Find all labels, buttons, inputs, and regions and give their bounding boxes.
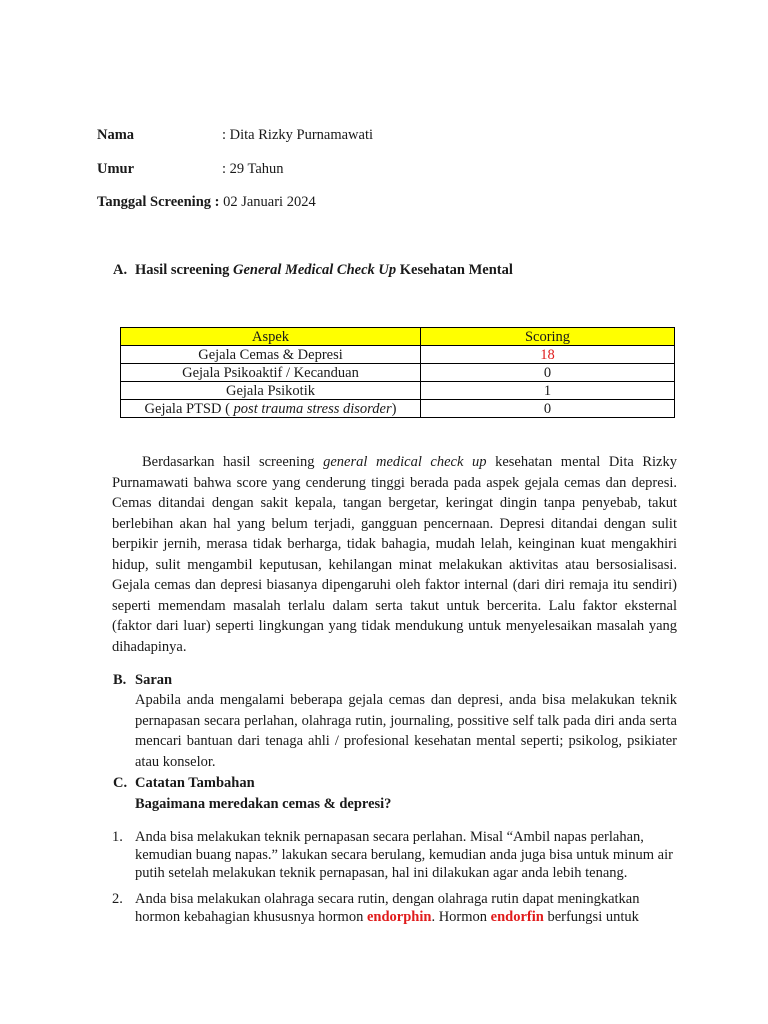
aspect-cell: Gejala PTSD ( post trauma stress disorder) bbox=[121, 400, 421, 418]
list-number: 2. bbox=[112, 891, 123, 907]
list-text: Anda bisa melakukan olahraga secara rutin, dengan olahraga rutin dapat meningkatkan hormon kebahagian khususnya hormon endorphin. Hormon endorfin berfungsi untuk bbox=[135, 891, 640, 925]
score-cell: 0 bbox=[421, 364, 675, 382]
info-name-row bbox=[97, 126, 134, 144]
endorfin-highlight: endorfin bbox=[490, 909, 544, 925]
date-label: Tanggal Screening : bbox=[97, 194, 220, 210]
header-scoring: Scoring bbox=[421, 328, 675, 346]
score-table bbox=[120, 327, 675, 418]
table-row bbox=[121, 400, 675, 418]
section-a-letter: A. bbox=[113, 262, 128, 278]
date-value: 02 Januari 2024 bbox=[223, 194, 316, 210]
list-number: 1. bbox=[112, 829, 123, 845]
aspect-cell: Gejala Psikoaktif / Kecanduan bbox=[121, 364, 421, 382]
table-header-row bbox=[121, 328, 675, 346]
analysis-paragraph: Berdasarkan hasil screening general medical check up kesehatan mental Dita Rizky Purnamawati bahwa score yang cenderung tinggi berada pada aspek gejala cemas dan depresi. Cemas ditandai dengan sakit kepala, tangan bergetar, keringat dingin tanpa penyebab, takut berlebihan akan hal yang belum terjadi, gangguan pencernaan. Depresi ditandai dengan sulit berpikir jernih, merasa tidak berharga, tidak bahagia, mudah lelah, keinginan kuat mengakhiri hidup, sulit mengambil keputusan, kehilangan minat melakukan aktivitas atau bersosialisasi. Gejala cemas dan depresi biasanya dipengaruhi oleh faktor internal (dari diri remaja itu sendiri) seperti memendam masalah terlalu dalam serta takut untuk bercerita. Lalu faktor eksternal (faktor dari luar) seperti lingkungan yang tidak mendukung untuk menyelesaikan masalah yang dihadapinya. bbox=[112, 454, 677, 655]
section-b-letter: B. bbox=[113, 672, 127, 688]
score-cell: 1 bbox=[421, 382, 675, 400]
score-cell: 18 bbox=[421, 346, 675, 364]
age-label: Umur bbox=[97, 161, 135, 177]
section-c-letter: C. bbox=[113, 775, 128, 791]
section-a-title: Hasil screening General Medical Check Up Kesehatan Mental bbox=[135, 262, 513, 278]
saran-paragraph: Apabila anda mengalami beberapa gejala cemas dan depresi, anda bisa melakukan teknik pernapasan secara perlahan, olahraga rutin, journaling, possitive self talk pada diri anda serta mencari bantuan dari tenaga ahli / profesional kesehatan mental seperti; psikolog, psikiater atau konselor. bbox=[135, 692, 677, 770]
endorphin-highlight: endorphin bbox=[366, 909, 432, 925]
aspect-cell: Gejala Psikotik bbox=[121, 382, 421, 400]
aspect-cell: Gejala Cemas & Depresi bbox=[121, 346, 421, 364]
info-age-row bbox=[97, 160, 134, 178]
table-row bbox=[121, 382, 675, 400]
name-label: Nama bbox=[97, 127, 135, 143]
section-c-subtitle: Bagaimana meredakan cemas & depresi? bbox=[135, 796, 392, 812]
info-date-row bbox=[97, 193, 316, 211]
table-row bbox=[121, 364, 675, 382]
table-row bbox=[121, 346, 675, 364]
list-text: Anda bisa melakukan teknik pernapasan secara perlahan. Misal “Ambil napas perlahan, kemudian buang napas.” lakukan secara berulang, kemudian anda juga bisa untuk minum air putih setelah melakukan teknik pernapasan, hal ini dilakukan agar anda lebih tenang. bbox=[135, 829, 673, 881]
section-c-title: Catatan Tambahan bbox=[135, 775, 255, 791]
section-b-title: Saran bbox=[135, 672, 173, 688]
header-aspek: Aspek bbox=[121, 328, 421, 346]
score-cell: 0 bbox=[421, 400, 675, 418]
age-value: : 29 Tahun bbox=[222, 161, 284, 177]
name-value: : Dita Rizky Purnamawati bbox=[222, 127, 374, 143]
